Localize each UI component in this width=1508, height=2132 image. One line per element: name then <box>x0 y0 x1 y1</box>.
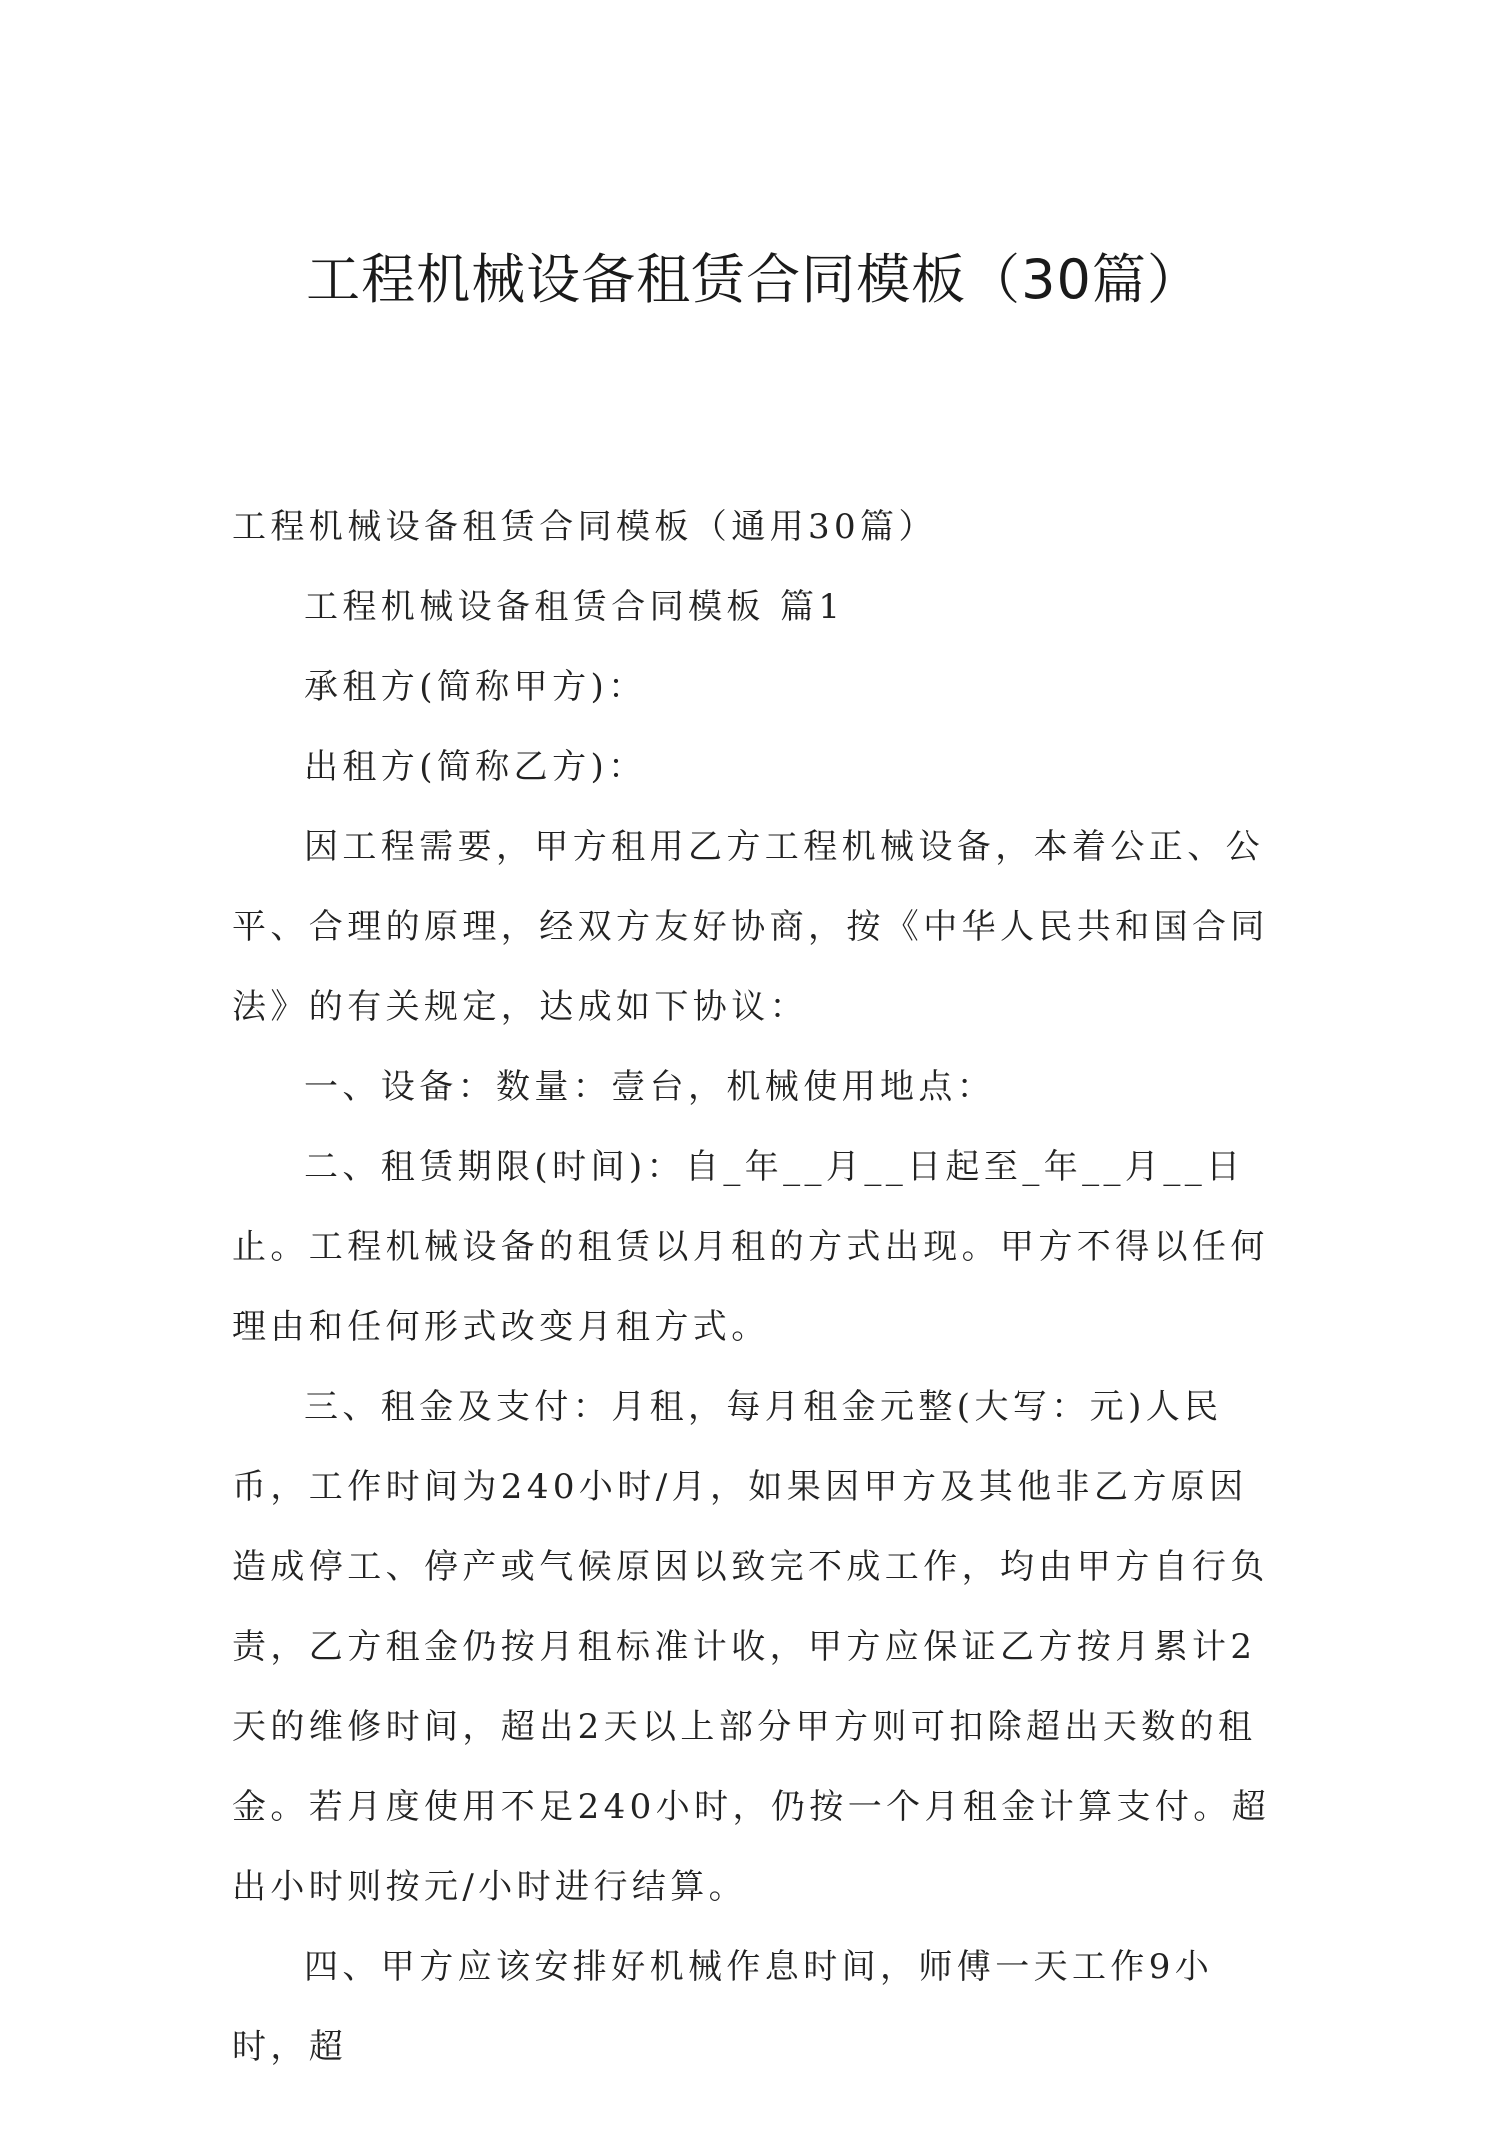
document-body <box>232 487 1272 2087</box>
document-subtitle: 工程机械设备租赁合同模板（通用30篇） <box>232 507 937 547</box>
clause-work-schedule: 四、甲方应该安排好机械作息时间，师傅一天工作9小时，超 <box>232 1947 1214 2067</box>
clause-equipment: 一、设备：数量：壹台，机械使用地点： <box>304 1067 996 1107</box>
clause-rent-payment: 三、租金及支付：月租，每月租金元整(大写：元)人民币，工作时间为240小时/月，如果因甲方及其他非乙方原因造成停工、停产或气候原因以致完不成工作，均由甲方自行负责，乙方租金仍按月租标准计收，甲方应保证乙方按月累计2天的维修时间，超出2天以上部分甲方则可扣除超出天数的租金。若月度使用不足240小时，仍按一个月租金计算支付。超出小时则按元/小时进行结算。 <box>232 1387 1271 1907</box>
preamble-paragraph: 因工程需要，甲方租用乙方工程机械设备，本着公正、公平、合理的原理，经双方友好协商，按《中华人民共和国合同法》的有关规定，达成如下协议： <box>232 827 1269 1027</box>
clause-lease-term: 二、租赁期限(时间)：自_年__月__日起至_年__月__日止。工程机械设备的租赁以月租的方式出现。甲方不得以任何理由和任何形式改变月租方式。 <box>232 1147 1269 1347</box>
document-title: 工程机械设备租赁合同模板（30篇） <box>306 248 1202 311</box>
lessor-line: 出租方(简称乙方)： <box>304 747 647 787</box>
section-heading: 工程机械设备租赁合同模板 篇1 <box>304 587 845 627</box>
lessee-line: 承租方(简称甲方)： <box>304 667 647 707</box>
